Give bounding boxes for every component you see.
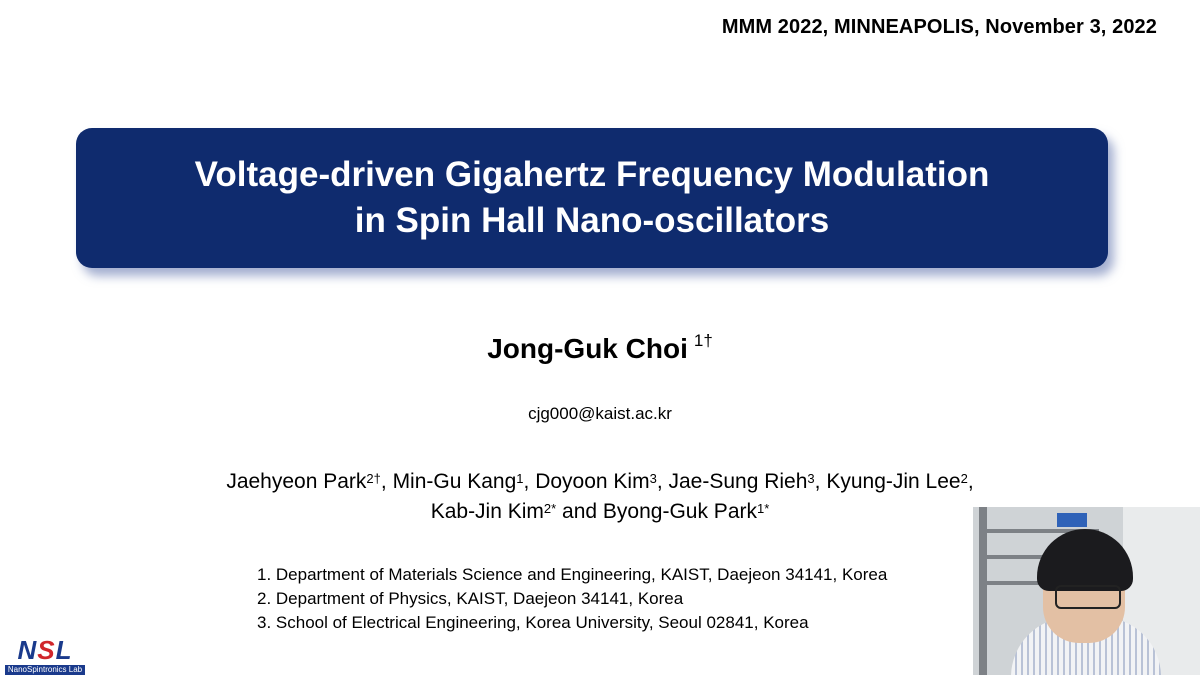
title-line-1: Voltage-driven Gigahertz Frequency Modulation (194, 155, 990, 194)
author-separator: , (380, 470, 393, 493)
author-name: Doyoon Kim (535, 470, 650, 493)
author-affiliation: 3 (649, 471, 657, 486)
author-name: Jaehyeon Park (226, 470, 367, 493)
title-line-2: in Spin Hall Nano-oscillators (354, 201, 830, 240)
presenter-name (0, 333, 1200, 365)
affiliation-item: 3. School of Electrical Engineering, Korea University, Seoul 02841, Korea (257, 613, 809, 632)
author-affiliation: 2* (543, 501, 557, 516)
presenter-email: cjg000@kaist.ac.kr (528, 404, 672, 423)
author-separator: , (656, 470, 669, 493)
author-name: Jae-Sung Rieh (668, 470, 808, 493)
author-line-1 (0, 467, 1200, 497)
author-affiliation: 2† (366, 471, 381, 486)
author-name: Kab-Jin Kim (430, 500, 544, 523)
logo-letter: S (37, 635, 56, 665)
nsl-logo-subtitle: NanoSpintronics Lab (5, 665, 85, 675)
author-separator: , (523, 470, 536, 493)
presenter-affiliation-mark: 1† (693, 331, 713, 350)
logo-letter: N (17, 635, 38, 665)
affiliation-list (257, 563, 887, 635)
webcam-video (973, 507, 1200, 675)
nsl-logo (5, 636, 85, 675)
author-affiliation: 2 (960, 471, 968, 486)
logo-letter: L (55, 635, 73, 665)
author-separator: and (556, 500, 603, 523)
author-name: Kyung-Jin Lee (826, 470, 961, 493)
affiliation-item: 1. Department of Materials Science and Engineering, KAIST, Daejeon 34141, Korea (257, 565, 888, 584)
author-separator: , (967, 470, 974, 493)
author-name: Min-Gu Kang (392, 470, 517, 493)
webcam-person-glasses (1055, 585, 1121, 609)
author-affiliation: 3 (807, 471, 815, 486)
author-separator: , (814, 470, 827, 493)
webcam-person-hair (1037, 529, 1133, 591)
nsl-logo-mark (5, 636, 85, 664)
webcam-binder (1057, 513, 1087, 527)
affiliation-item: 2. Department of Physics, KAIST, Daejeon 34141, Korea (257, 589, 684, 608)
author-affiliation: 1 (516, 471, 524, 486)
conference-header: MMM 2022, MINNEAPOLIS, November 3, 2022 (721, 16, 1157, 38)
presenter-name-text: Jong-Guk Choi (487, 333, 688, 364)
author-name: Byong-Guk Park (602, 500, 757, 523)
title-banner (76, 128, 1108, 268)
author-affiliation: 1* (757, 501, 770, 516)
